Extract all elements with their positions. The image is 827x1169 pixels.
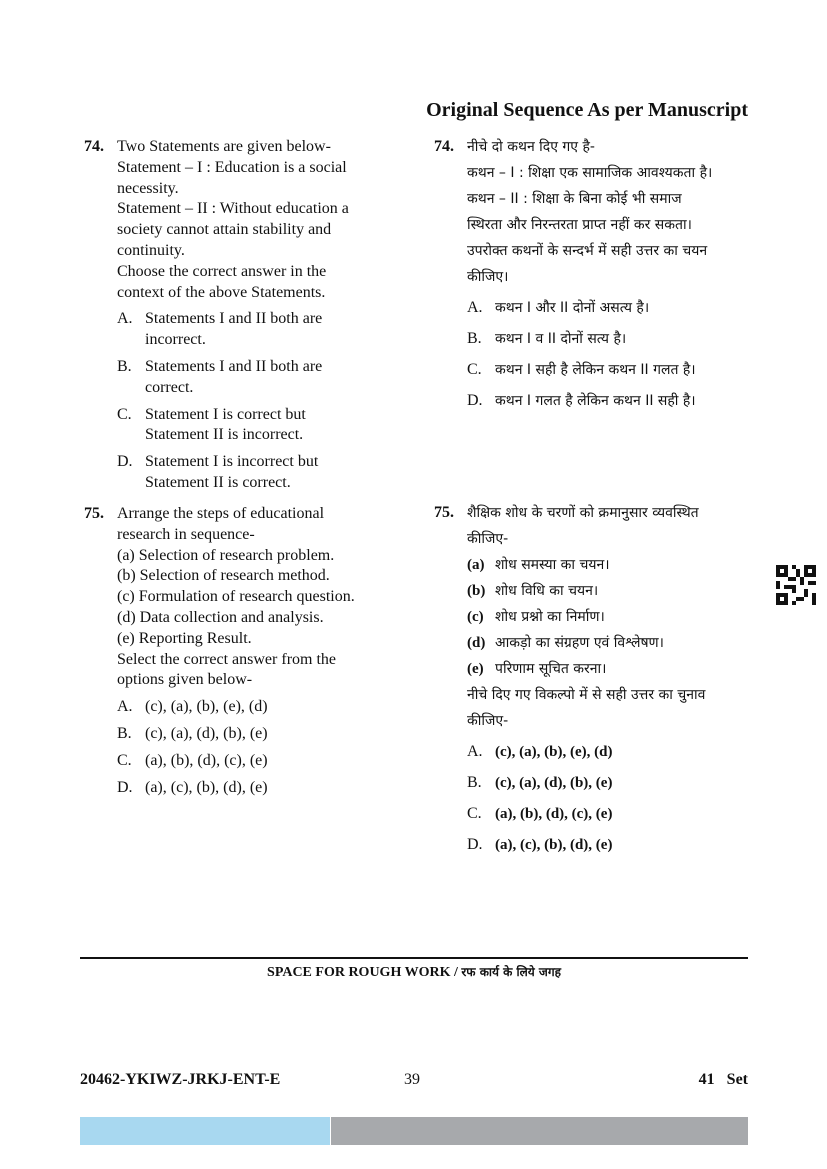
option-text: Statement I is incorrect but (145, 453, 319, 471)
step-item (467, 604, 705, 630)
option-text: (a), (b), (d), (c), (e) (495, 806, 613, 822)
question-line: Choose the correct answer in the (117, 262, 327, 280)
question-line: Statement – I : Education is a social (117, 158, 347, 176)
option-letter: D. (117, 453, 133, 471)
option-letter: B. (117, 357, 132, 375)
option-text: (c), (a), (b), (e), (d) (145, 698, 268, 716)
question-line: कीजिए। (467, 269, 509, 285)
option-letter: C. (467, 361, 482, 378)
option-c (467, 801, 705, 827)
step-item: (b) Selection of research method. (117, 567, 330, 585)
step-item (467, 630, 705, 656)
option-text: Statements I and II both are (145, 310, 323, 328)
question-number: 75. (84, 505, 104, 522)
option-text: (c), (a), (d), (b), (e) (145, 724, 268, 742)
step-item: (d) Data collection and analysis. (117, 608, 324, 626)
option-b (467, 326, 712, 352)
option-text: correct. (145, 378, 194, 396)
option-b (467, 770, 705, 796)
option-letter: C. (117, 405, 132, 423)
question-line: Two Statements are given below- (117, 138, 331, 155)
option-text: कथन I सही है लेकिन कथन II गलत है। (495, 362, 696, 378)
step-item (467, 552, 705, 578)
option-text: (c), (a), (b), (e), (d) (495, 744, 613, 760)
option-letter: D. (467, 392, 483, 409)
step-label: (a) (467, 557, 485, 573)
rough-work-label-hi: रफ कार्य के लिये जगह (461, 965, 561, 979)
step-item (467, 578, 705, 604)
step-label: (e) (467, 661, 484, 677)
step-label: (d) (467, 635, 486, 651)
option-letter: A. (117, 698, 133, 716)
question-body (467, 500, 705, 858)
step-text: आकड़ो का संग्रहण एवं विश्लेषण। (495, 635, 664, 651)
step-item (467, 656, 705, 682)
option-text: कथन I गलत है लेकिन कथन II सही है। (495, 393, 696, 409)
question-number: 75. (434, 504, 454, 521)
option-text: (a), (c), (b), (d), (e) (145, 778, 268, 796)
step-text: शोध विधि का चयन। (495, 583, 599, 599)
option-text: Statement II is correct. (145, 473, 291, 491)
option-letter: B. (467, 330, 482, 347)
step-text: शोध प्रश्नो का निर्माण। (495, 609, 605, 625)
question-line: options given below- (117, 671, 253, 689)
question-number: 74. (84, 138, 104, 155)
question-line: स्थिरता और निरन्तरता प्राप्त नहीं कर सकता। (467, 217, 692, 233)
option-b (117, 724, 355, 745)
question-line: कीजिए- (467, 713, 509, 729)
step-item: (a) Selection of research problem. (117, 546, 335, 564)
option-text: कथन I व II दोनों सत्य है। (495, 331, 627, 347)
question-line: society cannot attain stability and (117, 221, 332, 239)
option-d (467, 388, 712, 414)
footer-bar-gray (331, 1117, 748, 1145)
option-letter: B. (117, 724, 132, 742)
option-letter: B. (467, 774, 482, 791)
option-a (467, 739, 705, 765)
option-letter: D. (117, 778, 133, 796)
step-label: (c) (467, 609, 484, 625)
question-number: 74. (434, 138, 454, 155)
option-letter: D. (467, 836, 483, 853)
option-letter: A. (467, 743, 483, 760)
question-line: नीचे दो कथन दिए गए है- (467, 139, 595, 155)
question-line: context of the above Statements. (117, 283, 326, 301)
question-body (467, 134, 712, 414)
option-a (467, 295, 712, 321)
option-text: (c), (a), (d), (b), (e) (495, 775, 613, 791)
set-label: 41 Set (698, 1071, 748, 1088)
question-line: नीचे दिए गए विकल्पो में से सही उत्तर का चुनाव (467, 687, 706, 703)
option-text: कथन I और II दोनों असत्य है। (495, 300, 650, 316)
footer-code: 20462-YKIWZ-JRKJ-ENT-E (80, 1071, 281, 1088)
option-text: Statement I is correct but (145, 405, 306, 423)
option-letter: A. (467, 299, 483, 316)
option-text: (a), (c), (b), (d), (e) (495, 837, 613, 853)
option-letter: A. (117, 310, 133, 328)
question-line: शैक्षिक शोध के चरणों को क्रमानुसार व्यवस्थित (467, 505, 699, 521)
question-line: research in sequence- (117, 525, 255, 543)
question-line: continuity. (117, 241, 185, 259)
question-body (117, 504, 355, 798)
question-line: necessity. (117, 179, 179, 197)
step-item: (c) Formulation of research question. (117, 588, 355, 606)
step-text: शोध समस्या का चयन। (495, 557, 610, 573)
page-number: 39 (404, 1071, 420, 1088)
option-a (117, 697, 355, 718)
question-line: Arrange the steps of educational (117, 505, 325, 522)
question-line: कीजिए- (467, 531, 509, 547)
qr-code-icon (776, 565, 816, 605)
step-label: (b) (467, 583, 486, 599)
option-text: incorrect. (145, 331, 206, 349)
question-body (117, 137, 349, 494)
footer-bar-blue (80, 1117, 330, 1145)
question-line: कथन – II : शिक्षा के बिना कोई भी समाज (467, 191, 682, 207)
rough-work-label-en: SPACE FOR ROUGH WORK / (267, 965, 462, 980)
option-d (117, 452, 349, 494)
option-text: (a), (b), (d), (c), (e) (145, 751, 268, 769)
rough-work-divider (80, 957, 748, 959)
option-d (467, 832, 705, 858)
step-item: (e) Reporting Result. (117, 629, 252, 647)
option-text: Statements I and II both are (145, 357, 323, 375)
rough-work-label (80, 963, 748, 981)
question-line: कथन – I : शिक्षा एक सामाजिक आवश्यकता है। (467, 165, 713, 181)
option-b (117, 357, 349, 399)
question-line: Statement – II : Without education a (117, 200, 349, 218)
option-c (117, 405, 349, 447)
option-letter: C. (117, 751, 132, 769)
option-d (117, 778, 355, 799)
option-letter: C. (467, 805, 482, 822)
step-text: परिणाम सूचित करना। (495, 661, 607, 677)
option-a (117, 309, 349, 351)
question-line: उपरोक्त कथनों के सन्दर्भ में सही उत्तर का चयन (467, 243, 708, 259)
option-text: Statement II is incorrect. (145, 426, 304, 444)
question-line: Select the correct answer from the (117, 650, 337, 668)
option-c (467, 357, 712, 383)
page-heading: Original Sequence As per Manuscript (426, 99, 748, 121)
option-c (117, 751, 355, 772)
